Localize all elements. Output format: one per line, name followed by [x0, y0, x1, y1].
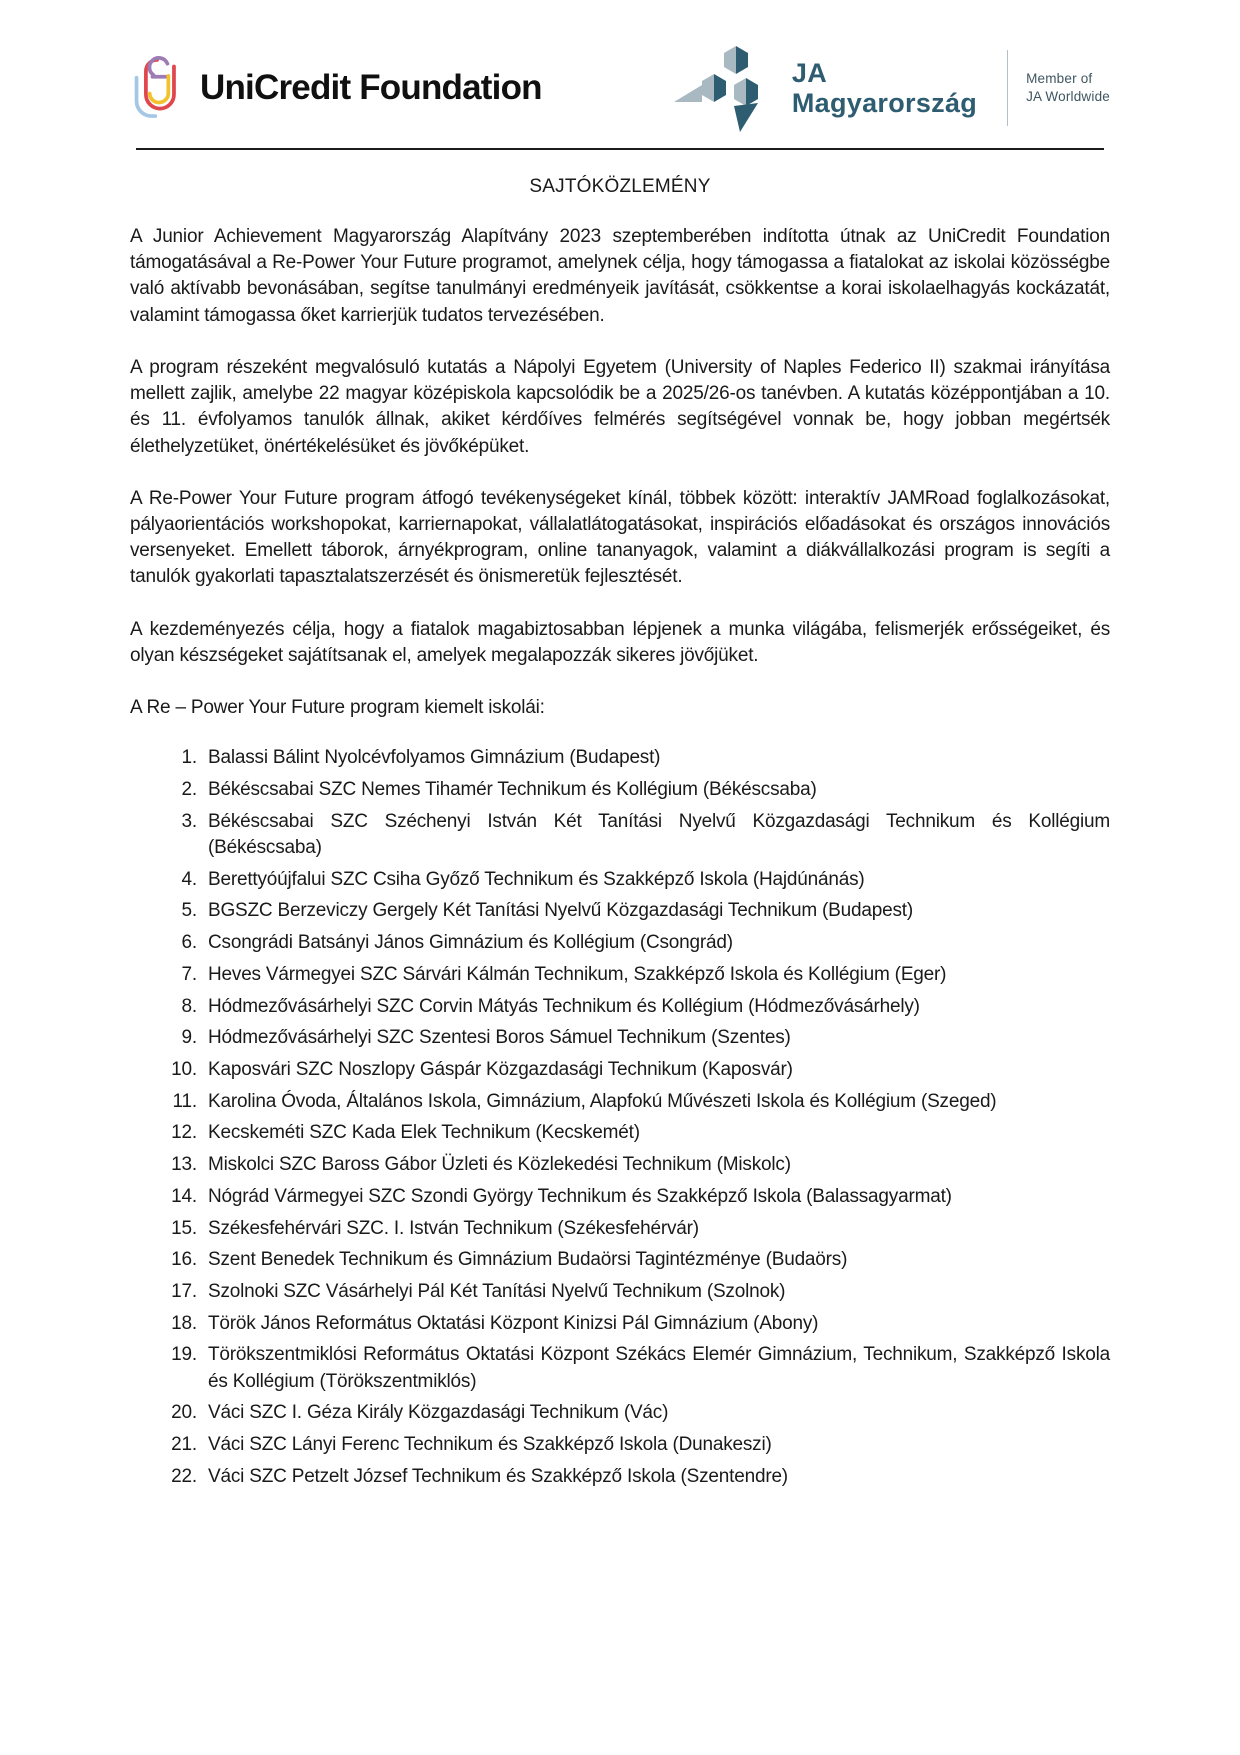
ja-mark-icon	[674, 41, 778, 135]
school-list-item: 7. Heves Vármegyei SZC Sárvári Kálmán Technikum, Szakképző Iskola és Kollégium (Eger)	[202, 962, 1110, 988]
school-list-item: 1. Balassi Bálint Nyolcévfolyamos Gimnázium (Budapest)	[202, 745, 1110, 771]
paragraph-research: A program részeként megvalósuló kutatás a Nápolyi Egyetem (University of Naples Federico II) szakmai irányítása mellett zajlik, amelybe 22 magyar középiskola kapcsolódik be a 2025/26-os tanévben. A kutatás középpontjában a 10. és 11. évfolyamos tanulók állnak, akiket kérdőíves felmérés segítségével vonnak be, hogy jobban megértsék élethelyzetüket, önértékelésüket és jövőképüket.	[130, 356, 1110, 457]
school-list-item: 19. Törökszentmiklósi Református Oktatási Központ Székács Elemér Gimnázium, Technikum, Szakképző Iskola és Kollégium (Törökszentmiklós)	[202, 1342, 1110, 1394]
school-list-item: 21. Váci SZC Lányi Ferenc Technikum és Szakképző Iskola (Dunakeszi)	[202, 1432, 1110, 1458]
school-list-item: 11. Karolina Óvoda, Általános Iskola, Gimnázium, Alapfokú Művészeti Iskola és Kollégium (Szeged)	[202, 1089, 1110, 1115]
school-list-item: 18. Török János Református Oktatási Központ Kinizsi Pál Gimnázium (Abony)	[202, 1311, 1110, 1337]
ja-wordmark-line2: Magyarország	[791, 88, 978, 118]
school-list-item: 9. Hódmezővásárhelyi SZC Szentesi Boros Sámuel Technikum (Szentes)	[202, 1025, 1110, 1051]
unicredit-mark-icon	[130, 51, 188, 125]
school-list-item: 10. Kaposvári SZC Noszlopy Gáspár Közgazdasági Technikum (Kaposvár)	[202, 1057, 1110, 1083]
paragraph-goal: A kezdeményezés célja, hogy a fiatalok magabiztosabban lépjenek a munka világába, felismerjék erősségeiket, és olyan készségeket sajátítsanak el, amelyek megalapozzák sikeres jövőjüket.	[130, 618, 1110, 666]
school-list-item: 22. Váci SZC Petzelt József Technikum és Szakképző Iskola (Szentendre)	[202, 1464, 1110, 1490]
page-title: SAJTÓKÖZLEMÉNY	[529, 176, 711, 197]
school-list-item: 14. Nógrád Vármegyei SZC Szondi György Technikum és Szakképző Iskola (Balassagyarmat)	[202, 1184, 1110, 1210]
header-rule	[136, 148, 1104, 150]
ja-magyarorszag-wordmark	[792, 58, 977, 118]
paragraph-intro: A Junior Achievement Magyarország Alapítvány 2023 szeptemberében indította útnak az UniCredit Foundation támogatásával a Re-Power Your Future programot, amelynek célja, hogy támogassa a fiatalokat az iskolai közösségbe való aktívabb bevonásában, segítse tanulmányi eredményeik javítását, csökkentse a korai iskolaelhagyás kockázatát, valamint támogassa őket karrierjük tudatos tervezésében.	[130, 226, 1110, 326]
school-list-item: 3. Békéscsabai SZC Széchenyi István Két Tanítási Nyelvű Közgazdasági Technikum és Kollégium (Békéscsaba)	[202, 809, 1110, 861]
schools-list-heading: A Re – Power Your Future program kiemelt iskolái:	[130, 697, 545, 719]
school-list-item: 15. Székesfehérvári SZC. I. István Technikum (Székesfehérvár)	[202, 1216, 1110, 1242]
ja-member-of-text	[1026, 70, 1110, 106]
school-list-item: 16. Szent Benedek Technikum és Gimnázium Budaörsi Tagintézménye (Budaörs)	[202, 1247, 1110, 1273]
ja-member-line2: JA Worldwide	[1026, 89, 1110, 104]
ja-wordmark-line1: JA	[791, 57, 828, 88]
school-list-item: 12. Kecskeméti SZC Kada Elek Technikum (Kecskemét)	[202, 1120, 1110, 1146]
ja-member-line1: Member of	[1026, 70, 1093, 86]
ja-logo-divider	[1007, 50, 1008, 126]
paragraph-program: A Re-Power Your Future program átfogó tevékenységeket kínál, többek között: interaktív JAMRoad foglalkozásokat, pályaorientációs workshopokat, karriernapokat, vállalatlátogatásokat, inspirációs előadásokat és országos innovációs versenyeket. Emellett táborok, árnyékprogram, online tananyagok, valamint a diákvállalkozási program is segíti a tanulók gyakorlati tapasztalatszerzését és önismeretük fejlesztését.	[130, 487, 1110, 588]
school-list-item: 5. BGSZC Berzeviczy Gergely Két Tanítási Nyelvű Közgazdasági Technikum (Budapest)	[202, 898, 1110, 924]
schools-list	[130, 745, 1110, 1490]
school-list-item: 6. Csongrádi Batsányi János Gimnázium és Kollégium (Csongrád)	[202, 930, 1110, 956]
document-header	[130, 0, 1110, 138]
school-list-item: 4. Berettyóújfalui SZC Csiha Győző Technikum és Szakképző Iskola (Hajdúnánás)	[202, 867, 1110, 893]
school-list-item: 17. Szolnoki SZC Vásárhelyi Pál Két Tanítási Nyelvű Technikum (Szolnok)	[202, 1279, 1110, 1305]
ja-magyarorszag-logo	[674, 41, 1110, 135]
school-list-item: 13. Miskolci SZC Baross Gábor Üzleti és Közlekedési Technikum (Miskolc)	[202, 1152, 1110, 1178]
unicredit-foundation-logo	[130, 51, 542, 125]
school-list-item: 8. Hódmezővásárhelyi SZC Corvin Mátyás Technikum és Kollégium (Hódmezővásárhely)	[202, 994, 1110, 1020]
unicredit-foundation-wordmark: UniCredit Foundation	[200, 68, 542, 107]
school-list-item: 20. Váci SZC I. Géza Király Közgazdasági Technikum (Vác)	[202, 1400, 1110, 1426]
school-list-item: 2. Békéscsabai SZC Nemes Tihamér Technikum és Kollégium (Békéscsaba)	[202, 777, 1110, 803]
